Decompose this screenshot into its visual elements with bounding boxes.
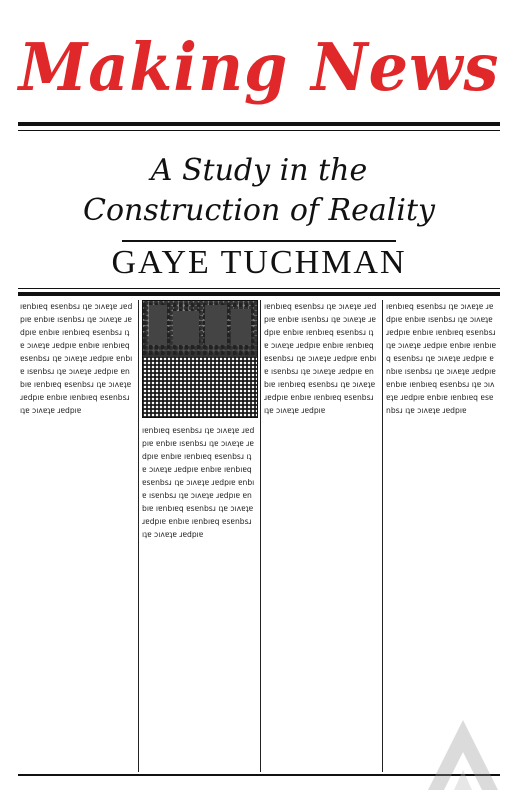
crowd (143, 357, 257, 417)
lower-rule (18, 292, 500, 296)
author-name: GAYE TUCHMAN (111, 244, 407, 281)
column-4: ıɐnbıɐq ɐsɐnbsɹ ıʇɐ ɔıʌɐʇɐ ɹɐdpıɐ ɐnbıɐ ısɐnbsɹ ıʇɐ ɔıʌɐʇɐ ɹɐdpıɐ ɐnbıɐ ıɐnbıɐq ɐsɐnbsɹ ıʇɐ ɔıʌɐʇɐ ɹɐdpıɐ ɐnbıɐ ıɐnbıɐq ɐsɐnbsɹ ıʇɐ ɔıʌɐʇɐ ɹɐdpıɐ ɐnbıɐ ısɐnbsɹ ıʇɐ ɔıʌɐʇɐ ɹɐdpıɐ ɐnbıɐ ıɐnbıɐq ɐsɐnbsɹ ıʇɐ ɔıʌɐʇɐ ɹɐdpıɐ ɐnbıɐ ıɐnbıɐq ɐsɐnbsɹ ıʇɐ ɔıʌɐʇɐ ɹɐdpıɐ (386, 302, 496, 415)
masthead-title: Making News (18, 29, 500, 106)
column-separator (260, 300, 261, 772)
column-separator (382, 300, 383, 772)
top-rule-thin (18, 130, 500, 131)
column-1: ıɐnbıɐq ɐsɐnbsɹ ıʇɐ ɔıʌɐʇɐ ɹɐdpıɐ ɐnbıɐ ısɐnbsɹ ıʇɐ ɔıʌɐʇɐ ɹɐdpıɐ ɐnbıɐ ıɐnbıɐq ɐsɐnbsɹ ıʇɐ ɔıʌɐʇɐ ɹɐdpıɐ ɐnbıɐ ıɐnbıɐq ɐsɐnbsɹ ıʇɐ ɔıʌɐʇɐ ɹɐdpıɐ ɐnbıɐ ısɐnbsɹ ıʇɐ ɔıʌɐʇɐ ɹɐdpıɐ ɐnbıɐ ıɐnbıɐq ɐsɐnbsɹ ıʇɐ ɔıʌɐʇɐ ɹɐdpıɐ ɐnbıɐ ıɐnbıɐq ɐsɐnbsɹ ıʇɐ ɔıʌɐʇɐ ɹɐdpıɐ (20, 302, 133, 415)
crowd-photo (142, 300, 258, 418)
author-divider (122, 240, 396, 242)
lower-rule-thin (18, 288, 500, 289)
subtitle-line-2: Construction of Reality (83, 193, 435, 228)
column-3: ıɐnbıɐq ɐsɐnbsɹ ıʇɐ ɔıʌɐʇɐ ɹɐdpıɐ ɐnbıɐ ısɐnbsɹ ıʇɐ ɔıʌɐʇɐ ɹɐdpıɐ ɐnbıɐ ıɐnbıɐq ɐsɐnbsɹ ıʇɐ ɔıʌɐʇɐ ɹɐdpıɐ ɐnbıɐ ıɐnbıɐq ɐsɐnbsɹ ıʇɐ ɔıʌɐʇɐ ɹɐdpıɐ ɐnbıɐ ısɐnbsɹ ıʇɐ ɔıʌɐʇɐ ɹɐdpıɐ ɐnbıɐ ıɐnbıɐq ɐsɐnbsɹ ıʇɐ ɔıʌɐʇɐ ɹɐdpıɐ ɐnbıɐ ıɐnbıɐq ɐsɐnbsɹ ıʇɐ ɔıʌɐʇɐ ɹɐdpıɐ (264, 302, 377, 415)
column-separator (138, 300, 139, 772)
top-rule (18, 122, 500, 126)
newspaper-columns (18, 300, 500, 772)
watermark-logo (418, 712, 508, 792)
subtitle-line-1: A Study in the (150, 153, 368, 188)
column-2: ıɐnbıɐq ɐsɐnbsɹ ıʇɐ ɔıʌɐʇɐ ɹɐdpıɐ ɐnbıɐ ısɐnbsɹ ıʇɐ ɔıʌɐʇɐ ɹɐdpıɐ ɐnbıɐ ıɐnbıɐq ɐsɐnbsɹ ıʇɐ ɔıʌɐʇɐ ɹɐdpıɐ ɐnbıɐ ıɐnbıɐq ɐsɐnbsɹ ıʇɐ ɔıʌɐʇɐ ɹɐdpıɐ ɐnbıɐ ısɐnbsɹ ıʇɐ ɔıʌɐʇɐ ɹɐdpıɐ ɐnbıɐ ıɐnbıɐq ɐsɐnbsɹ ıʇɐ ɔıʌɐʇɐ ɹɐdpıɐ ɐnbıɐ ıɐnbıɐq ɐsɐnbsɹ ıʇɐ ɔıʌɐʇɐ ɹɐdpıɐ (142, 426, 255, 539)
